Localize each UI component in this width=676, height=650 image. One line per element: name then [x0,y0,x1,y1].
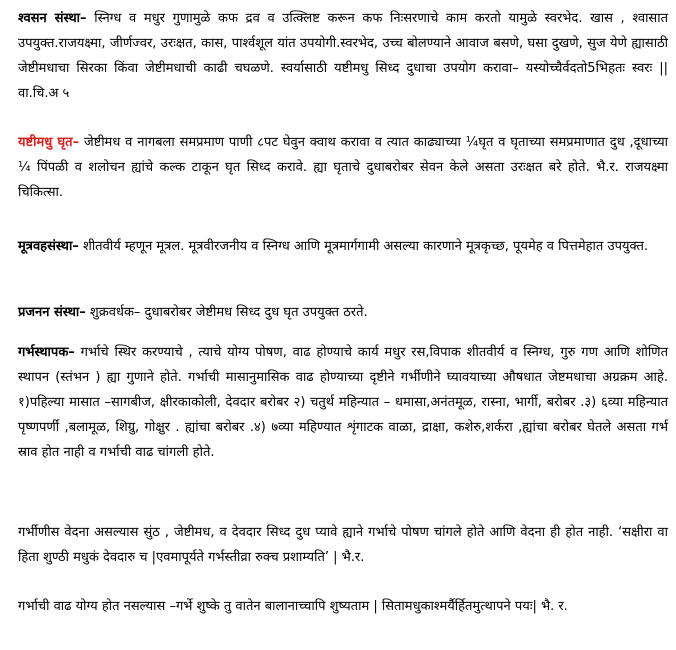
yashtimadhu-ghrit-text: जेष्टीमध व नागबला समप्रमाण पाणी ८पट घेवुन क्वाथ करावा व त्यात काढ्याच्या ¼घृत व घृताच्या समप्रमाणात दुध ,दूधाच्या ¼ पिंपळी व शलोचन ह्यांचे कल्क टाकून घृत सिध्द करावे. ह्या घृताचे दुधाबरोबर सेवन केले असता उरःक्षत बरे होते. भै.र. राजयक्ष्मा चिकित्सा. [18,135,669,200]
respiratory-system-heading: श्वसन संस्था– [18,11,87,26]
respiratory-system-text: स्निग्ध व मधुर गुणामुळे कफ द्रव व उत्क्लिष्ट करून कफ निःसरणाचे काम करतो यामुळे स्वरभेद. खास , श्वासात उपयुक्त.राजयक्ष्मा, जीर्णज्वर, उरःक्षत, कास, पार्श्वशूल यांत उपयोगी.स्वरभेद, उच्च बोलण्याने आवाज बसणे, घसा दुखणे, सुज येणे ह्यासाठी जेष्टीमधाचा सिरका किंवा जेष्टीमधाची काढी चघळणे. स्वर्यासाठी यष्टीमधु सिध्द दुधाचा उपयोग करावा– यस्योच्चैर्वदतो5भिहतः स्वरः || वा.चि.अ ५ [18,11,669,101]
garbhasthapak-paragraph [18,340,668,465]
reproductive-system-heading: प्रजनन संस्था– [18,305,86,320]
urinary-system-text: शीतवीर्य म्हणून मूत्रल. मूत्रवीरजनीय व स्निग्ध आणि मूत्रमार्गगामी असल्या कारणाने मूत्रकृच्छ, पूयमेह व पित्तमेहात उपयुक्त. [78,239,649,254]
yashtimadhu-ghrit-paragraph [18,130,668,205]
garbhasthapak-text: गर्भाचे स्थिर करण्याचे , त्याचे योग्य पोषण, वाढ होण्याचे कार्य मधुर रस,विपाक शीतवीर्य व स्निग्ध, गुरु गण आणि शोणित स्थापन (स्तंभन ) ह्या गुणाने होते. गर्भाची मासानुमासिक वाढ होण्याच्या दृष्टीने गर्भीणीने घ्यावयाच्या औषधात जेष्टमधाचा अग्रक्रम आहे. १)पहिल्या मासात –सागबीज, क्षीरकाकोली, देवदार बरोबर २) चतुर्थ महिन्यात – धमासा,अनंतमूळ, रास्ना, भार्गी, बरोबर .३) ६व्या महिन्यात पृष्णपर्णी ,बलामूळ, शिग्रु, गोक्षुर . ह्यांचा बरोबर .४) ७व्या महिण्यात शृंगाटक वाळा, द्राक्षा, कशेरु,शर्करा ,ह्यांचा बरोबर घेतले असता गर्भ स्राव होत नाही व गर्भाची वाढ चांगली होते. [18,345,668,460]
urinary-system-heading: मूत्रवहसंस्था– [18,239,79,254]
reproductive-system-paragraph [18,300,668,325]
pregnancy-pain-text: गर्भीणीस वेदना असल्यास सुंठ , जेष्टीमध, व देवदार सिध्द दुध प्यावे ह्याने गर्भाचे पोषण चांगले होते आणि वेदना ही होत नाही. ‘सक्षीरा वा हिता शुण्ठी मधुकं देवदारु च |एवमापूर्यते गर्भस्तीव्रा रुक्च प्रशाम्यति’ | भै.र. [18,525,668,565]
fetal-growth-text: गर्भाची वाढ योग्य होत नसल्यास –गर्भे शुष्के तु वातेन बालानाच्चापि शुष्यताम | सितामधुकाश्मर्यैर्हितमुत्थापने पयः| भै. र. [18,599,568,614]
reproductive-system-text: शुक्रवर्धक– दुधाबरोबर जेष्टीमध सिध्द दुध घृत उपयुक्त ठरते. [85,305,368,320]
garbhasthapak-heading: गर्भस्थापक– [18,345,75,360]
yashtimadhu-ghrit-heading: यष्टीमधु घृत– [18,135,80,150]
fetal-growth-paragraph [18,594,668,619]
pregnancy-pain-paragraph [18,520,668,570]
urinary-system-paragraph [18,234,668,259]
respiratory-system-paragraph [18,6,668,106]
